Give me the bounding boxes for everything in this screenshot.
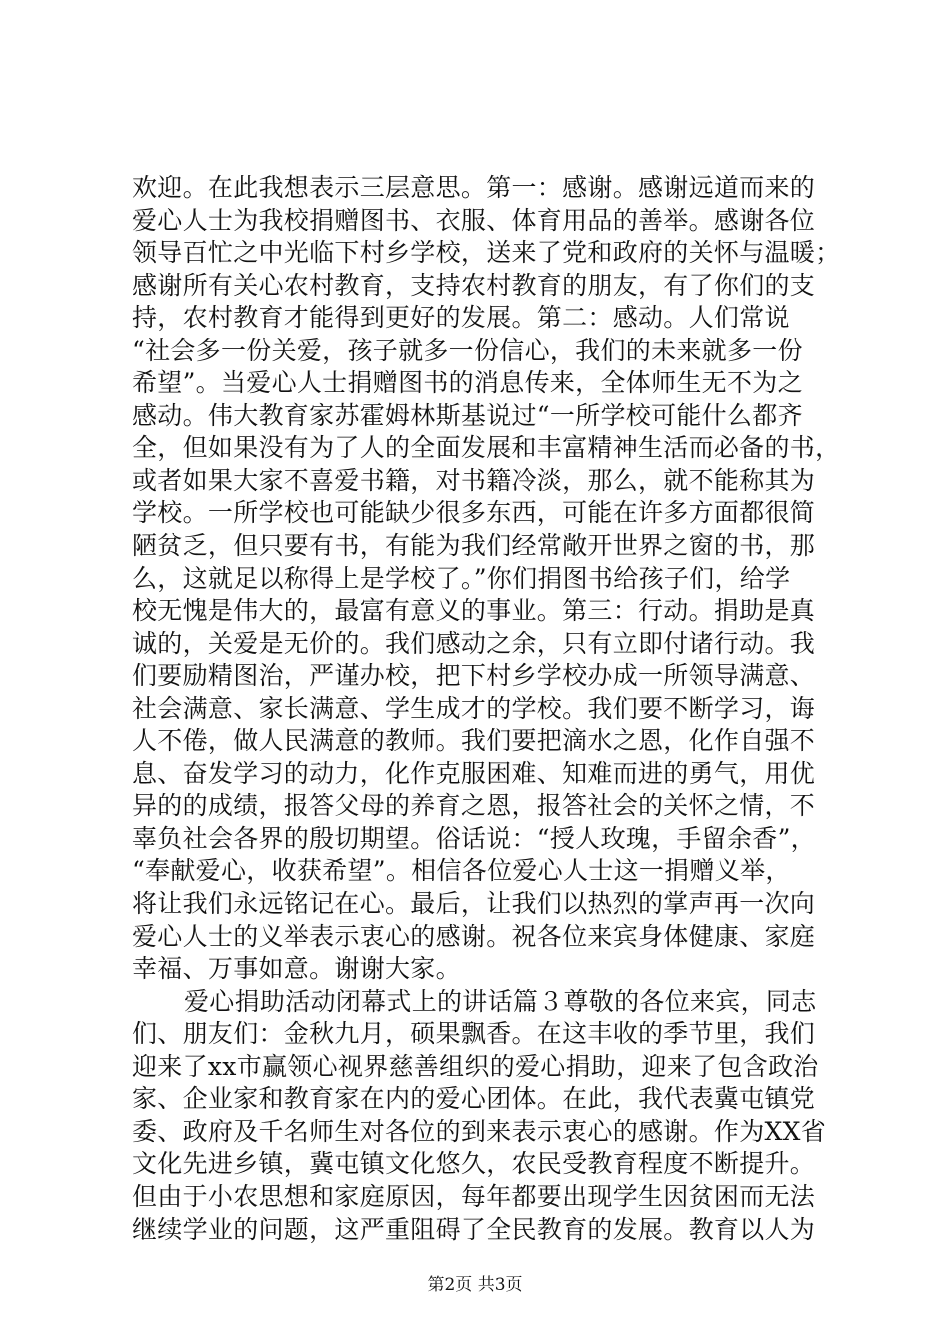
text-line: 学校。一所学校也可能缺少很多东西，可能在许多方面都很简 bbox=[132, 498, 816, 528]
text-line: 么，这就足以称得上是学校了。”你们捐图书给孩子们，给学 bbox=[132, 563, 791, 593]
text-line: 希望”。当爱心人士捐赠图书的消息传来，全体师生无不为之 bbox=[132, 368, 803, 398]
text-line: 陋贫乏，但只要有书，有能为我们经常敞开世界之窗的书，那 bbox=[132, 531, 816, 561]
text-line: 欢迎。在此我想表示三层意思。第一：感谢。感谢远道而来的 bbox=[132, 173, 816, 202]
text-line: 持，农村教育才能得到更好的发展。第二：感动。人们常说 bbox=[132, 303, 790, 333]
text-line: 家、企业家和教育家在内的爱心团体。在此，我代表冀屯镇党 bbox=[132, 1084, 816, 1114]
body-text bbox=[132, 172, 841, 1246]
text-line: 社会满意、家长满意、学生成才的学校。我们要不断学习，诲 bbox=[132, 693, 816, 723]
text-line: 感谢所有关心农村教育，支持农村教育的朋友，有了你们的支 bbox=[132, 270, 816, 300]
text-line: 幸福、万事如意。谢谢大家。 bbox=[132, 954, 461, 984]
text-line: 们、朋友们：金秋九月，硕果飘香。在这丰收的季节里，我们 bbox=[132, 1019, 816, 1049]
text-line: 继续学业的问题，这严重阻碍了全民教育的发展。教育以人为 bbox=[132, 1214, 816, 1244]
paragraph-start-line: 爱心捐助活动闭幕式上的讲话篇３尊敬的各位来宾，同志 bbox=[184, 986, 817, 1016]
text-line: 迎来了xx市赢领心视界慈善组织的爱心捐助，迎来了包含政治 bbox=[132, 1051, 819, 1081]
text-line: 诚的，关爱是无价的。我们感动之余，只有立即付诸行动。我 bbox=[132, 628, 816, 658]
text-line: “社会多一份关爱，孩子就多一份信心，我们的未来就多一份 bbox=[132, 335, 803, 365]
text-line: 们要励精图治，严谨办校，把下村乡学校办成一所领导满意、 bbox=[132, 661, 816, 691]
text-line: “奉献爱心，收获希望”。相信各位爱心人士这一捐赠义举， bbox=[132, 856, 791, 886]
text-line: 或者如果大家不喜爱书籍，对书籍冷淡，那么，就不能称其为 bbox=[132, 465, 816, 495]
text-line: 异的的成绩，报答父母的养育之恩，报答社会的关怀之情，不 bbox=[132, 791, 816, 821]
text-line: 但由于小农思想和家庭原因，每年都要出现学生因贫困而无法 bbox=[132, 1181, 816, 1211]
text-line: 感动。伟大教育家苏霍姆林斯基说过“一所学校可能什么都齐 bbox=[132, 400, 803, 430]
text-line: 全，但如果没有为了人的全面发展和丰富精神生活而必备的书， bbox=[132, 433, 841, 463]
text-line: 辜负社会各界的殷切期望。俗话说：“授人玫瑰，手留余香”， bbox=[132, 823, 816, 853]
text-line: 委、政府及千名师生对各位的到来表示衷心的感谢。作为XX省 bbox=[132, 1116, 826, 1146]
text-line: 文化先进乡镇，冀屯镇文化悠久，农民受教育程度不断提升。 bbox=[132, 1149, 816, 1179]
text-line: 将让我们永远铭记在心。最后，让我们以热烈的掌声再一次向 bbox=[132, 889, 816, 919]
page-number-footer: 第2页 共3页 bbox=[427, 1275, 523, 1295]
text-line: 人不倦，做人民满意的教师。我们要把滴水之恩，化作自强不 bbox=[132, 726, 816, 756]
text-line: 校无愧是伟大的，最富有意义的事业。第三：行动。捐助是真 bbox=[132, 596, 816, 626]
text-line: 爱心人士为我校捐赠图书、衣服、体育用品的善举。感谢各位 bbox=[132, 205, 816, 235]
text-line: 爱心人士的义举表示衷心的感谢。祝各位来宾身体健康、家庭 bbox=[132, 921, 816, 951]
text-line: 领导百忙之中光临下村乡学校，送来了党和政府的关怀与温暖； bbox=[132, 238, 841, 268]
text-line: 息、奋发学习的动力，化作克服困难、知难而进的勇气，用优 bbox=[132, 758, 816, 788]
